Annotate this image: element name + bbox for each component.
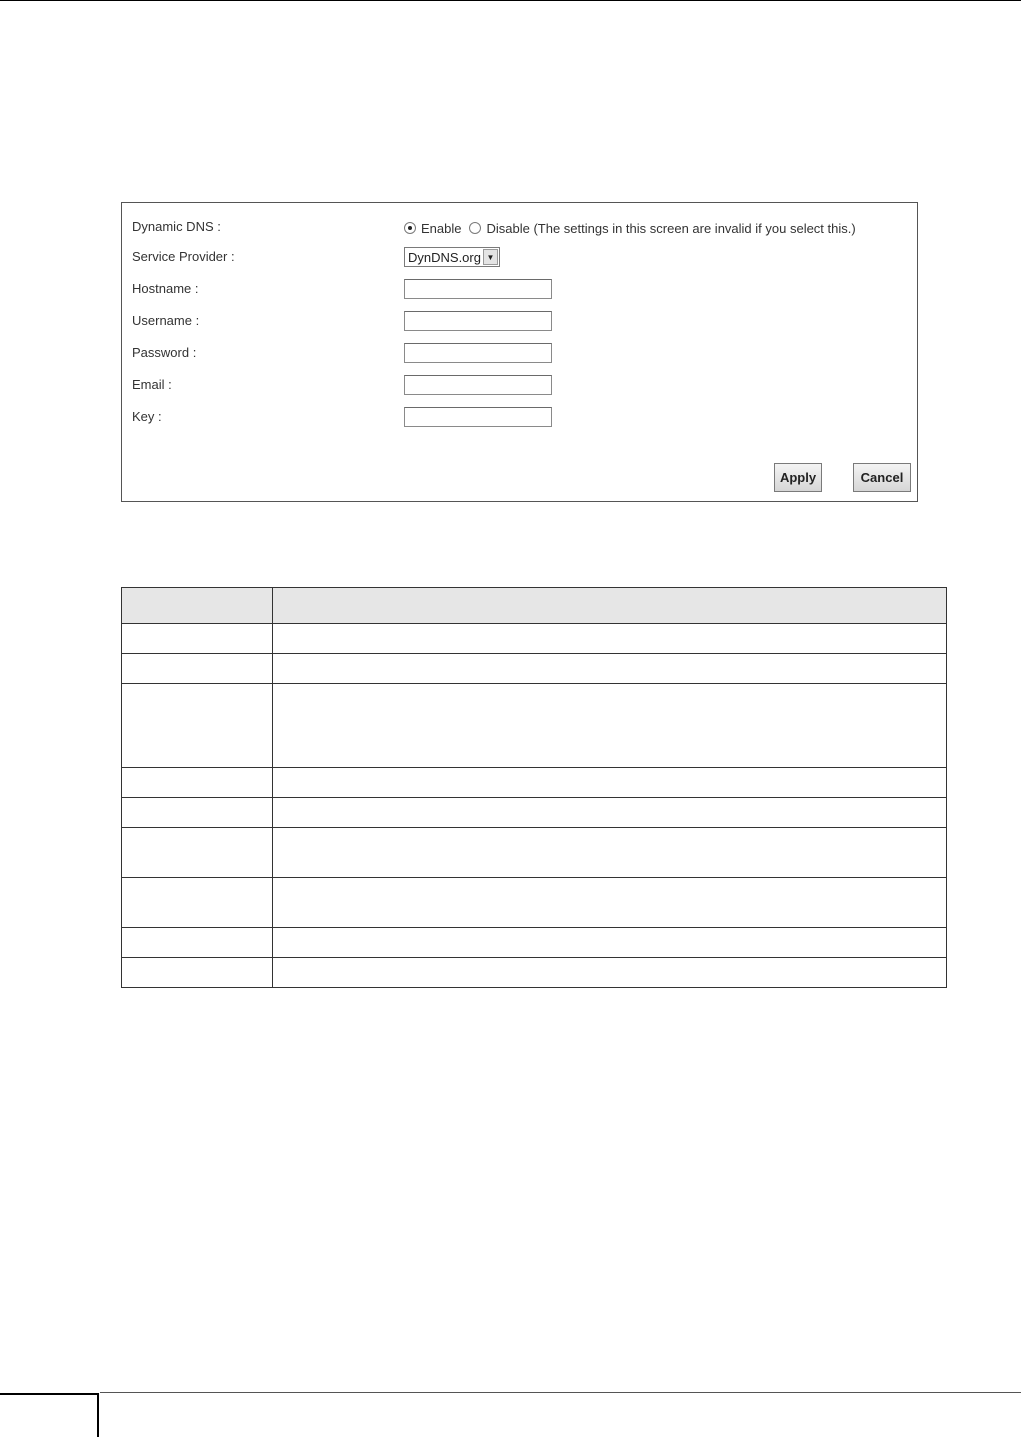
enable-radio-label[interactable]: Enable <box>421 220 462 236</box>
page-number-box <box>0 1393 99 1437</box>
hostname-input[interactable] <box>404 279 552 299</box>
table-header-cell-label <box>122 588 273 624</box>
dynamic-dns-label: Dynamic DNS : <box>132 219 221 234</box>
chevron-down-icon[interactable]: ▼ <box>483 249 498 265</box>
table-row <box>122 958 947 988</box>
footer-rule <box>100 1392 1021 1393</box>
disable-radio-label[interactable]: Disable (The settings in this screen are invalid if you select this.) <box>486 220 856 236</box>
hostname-label: Hostname : <box>132 281 199 296</box>
disable-radio[interactable] <box>469 222 481 234</box>
dynamic-dns-screen <box>121 202 918 502</box>
password-label: Password : <box>132 345 197 360</box>
enable-radio[interactable] <box>404 222 416 234</box>
key-label: Key : <box>132 409 162 424</box>
email-input[interactable] <box>404 375 552 395</box>
service-provider-row <box>122 247 917 269</box>
email-label: Email : <box>132 377 172 392</box>
key-input[interactable] <box>404 407 552 427</box>
dynamic-dns-radio-group <box>404 217 864 239</box>
header-rule <box>0 0 1021 1</box>
table-row <box>122 768 947 798</box>
password-input[interactable] <box>404 343 552 363</box>
table-row <box>122 798 947 828</box>
table-row <box>122 624 947 654</box>
username-input[interactable] <box>404 311 552 331</box>
username-label: Username : <box>132 313 200 328</box>
service-provider-value: DynDNS.org <box>408 249 481 265</box>
service-provider-select[interactable] <box>404 247 500 267</box>
email-row <box>122 375 917 397</box>
hostname-row <box>122 279 917 301</box>
table-row <box>122 828 947 878</box>
service-provider-label: Service Provider : <box>132 249 235 264</box>
field-description-table <box>121 587 947 988</box>
password-row <box>122 343 917 365</box>
apply-button[interactable]: Apply <box>774 463 822 492</box>
table-row <box>122 878 947 928</box>
key-row <box>122 407 917 429</box>
table-header-row <box>122 588 947 624</box>
username-row <box>122 311 917 333</box>
cancel-button[interactable]: Cancel <box>853 463 911 492</box>
table-row <box>122 928 947 958</box>
table-row <box>122 684 947 768</box>
table-row <box>122 654 947 684</box>
dynamic-dns-row <box>122 217 917 239</box>
table-header-cell-description <box>273 588 947 624</box>
